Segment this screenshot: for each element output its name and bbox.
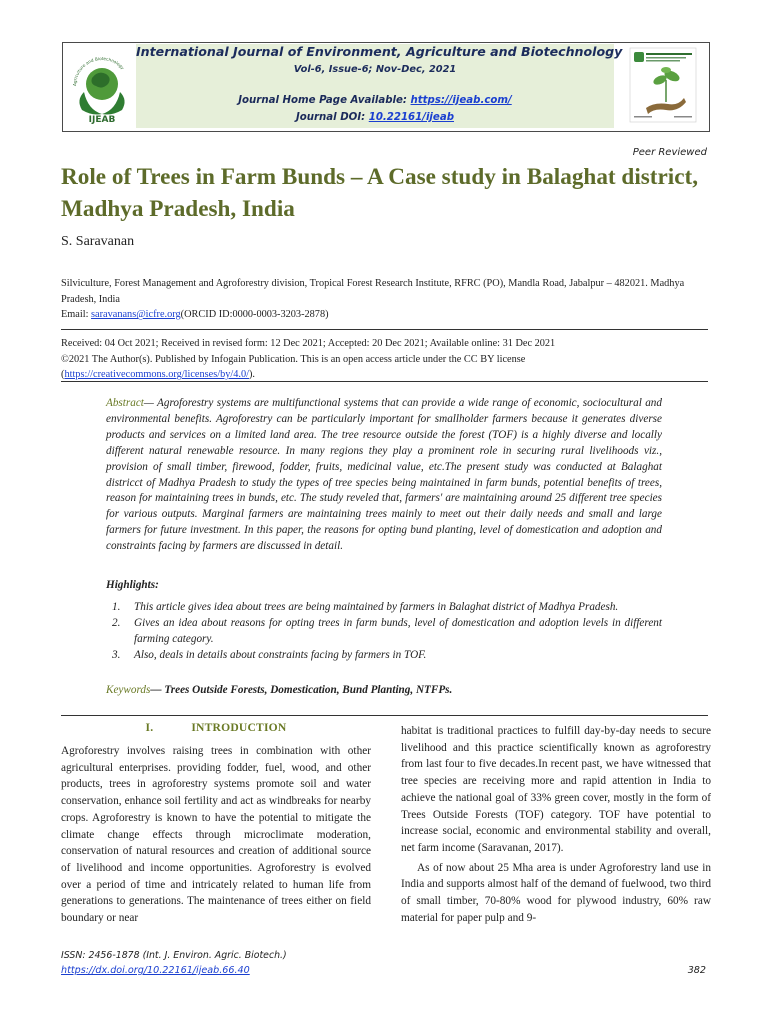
section-title: INTRODUCTION xyxy=(191,721,287,734)
highlight-item xyxy=(106,648,662,664)
copyright-line: ©2021 The Author(s). Published by Infogain Publication. This is an open access article under the CC BY license xyxy=(61,353,526,365)
highlight-text: Also, deals in details about constraints facing by farmers in TOF. xyxy=(134,648,427,661)
journal-home-link[interactable]: https://ijeab.com/ xyxy=(410,95,512,106)
journal-doi-label: Journal DOI: xyxy=(295,112,369,123)
highlights-heading: Highlights: xyxy=(106,579,159,591)
abstract-label: Abstract xyxy=(106,397,144,409)
article-title: Role of Trees in Farm Bunds – A Case study in Balaghat district, Madhya Pradesh, India xyxy=(61,164,699,222)
license-open: ( xyxy=(61,369,65,381)
highlight-number: 1. xyxy=(112,601,121,613)
footer-issn: ISSN: 2456-1878 (Int. J. Environ. Agric. Biotech.) xyxy=(61,950,287,961)
highlight-item xyxy=(106,600,662,616)
body-column-right xyxy=(401,723,711,926)
section-heading xyxy=(61,721,371,734)
highlight-number: 3. xyxy=(112,648,121,661)
intro-paragraph: habitat is traditional practices to fulfill day-by-day needs to secure livelihood and this practice scientifically known as agroforestry from last four to five decades.In recent past, we have witnessed that tree species are receiving more and rapid attention in India to achieve the national goal of 33% green cover, mostly in the form of Trees Outside Forests (TOF) category. TOF have potential to increase social, economic and environmental stability and overall, net farm income (Saravanan, 2017). xyxy=(401,725,711,854)
highlights-list xyxy=(106,600,662,664)
intro-paragraph: As of now about 25 Mha area is under Agroforestry land use in India and supports almost half of the demand of fuelwood, two third of small timber, 70-80% wood for plywood industry, 60% raw material for paper pulp and 9- xyxy=(401,861,711,924)
license-link[interactable]: https://creativecommons.org/licenses/by/4.0/ xyxy=(64,369,249,381)
highlight-item xyxy=(106,616,662,648)
keywords-label: Keywords xyxy=(106,684,151,696)
logo-arc-text: Agriculture and Biotechnology xyxy=(71,55,126,87)
divider-bottom xyxy=(61,715,708,716)
journal-home-line xyxy=(136,95,614,106)
journal-doi-line xyxy=(136,112,614,123)
journal-volume: Vol-6, Issue-6; Nov-Dec, 2021 xyxy=(293,64,457,75)
highlight-number: 2. xyxy=(112,616,121,629)
page-number: 382 xyxy=(687,965,706,976)
article-dates-block xyxy=(61,336,721,383)
abstract-paragraph xyxy=(106,396,662,555)
divider-top xyxy=(61,329,708,330)
author-affiliation-block xyxy=(61,276,713,323)
author-orcid: (ORCID ID:0000-0003-3203-2878) xyxy=(180,309,329,321)
divider-middle xyxy=(61,381,708,382)
journal-logo-icon xyxy=(66,44,138,126)
journal-cover-thumbnail-icon xyxy=(626,46,700,124)
abstract-dash: — xyxy=(143,397,158,409)
highlight-text: Gives an idea about reasons for opting trees in farm bunds, level of domestication and adoption levels in different farming category. xyxy=(134,616,662,645)
intro-paragraph: Agroforestry involves raising trees in combination with other agricultural enterprises. providing fodder, fuel, wood, and other products, trees in agroforestry systems promote soil and water conservation, enhance soil fertility and act as windbreaks for nearby crops. Agroforestry is known to have the potential to mitigate the climate change effects through microclimate moderation, conservation of natural resources and creation of additional source of livelihood and income opportunities. Agroforestry is evolved over a period of time and intricately related to human life from generations to generations. The maintenance of trees either on field boundary or near xyxy=(61,745,371,925)
abstract-text: Agroforestry systems are multifunctional systems that can provide a wide range of economic, sociocultural and environmental benefits. Agroforestry can be particularly important for smallholder farmers because it generates diverse products and services on a limited land area. The tree resource outside the forest (TOF) is a highly diverse and locally different natural renewable resource. In many regions they play a prominent role in securing rural livelihoods viz., provision of small timber, firewood, fodder, fruits, medicinal value, etc.The present study was conducted at Balaghat districct of Madhya Pradesh to study the types of tree species being maintained in farm bunds, potential benefits of trees, reason for maintaining trees in bunds, etc. The study reveled that, farmers' are maintaining around 25 different tree species for various outputs. Marginal farmers are maintaining trees mainly to meet out their daily needs and small and large farmers for future investment. In this paper, the reasons for opting bund planting, level of domestication and adoption and constraints facing by farmers are discussed in detail. xyxy=(106,397,662,553)
author-affiliation: Silviculture, Forest Management and Agroforestry division, Tropical Forest Research Institute, RFRC (PO), Mandla Road, Jabalpur – 482021. Madhya Pradesh, India xyxy=(61,278,685,305)
article-dates: Received: 04 Oct 2021; Received in revised form: 12 Dec 2021; Accepted: 20 Dec 2021; Available online: 31 Dec 2021 xyxy=(61,338,556,349)
author-email-link[interactable]: saravanans@icfre.org xyxy=(91,309,181,321)
body-column-left xyxy=(61,743,371,927)
section-number: I. xyxy=(145,721,154,734)
email-label: Email: xyxy=(61,309,92,321)
journal-doi-link[interactable]: 10.22161/ijeab xyxy=(368,112,455,123)
highlight-text: This article gives idea about trees are being maintained by farmers in Balaghat district of Madhya Pradesh. xyxy=(134,601,619,613)
license-close: ). xyxy=(249,369,256,381)
journal-name: International Journal of Environment, Agriculture and Biotechnology xyxy=(136,44,623,59)
keywords-line xyxy=(106,684,452,696)
footer-doi-link[interactable]: https://dx.doi.org/10.22161/ijeab.66.40 xyxy=(61,965,250,976)
author-email-line xyxy=(61,307,713,323)
logo-acronym: IJEAB xyxy=(88,115,116,125)
peer-reviewed-label: Peer Reviewed xyxy=(632,147,707,158)
article-author: S. Saravanan xyxy=(61,234,135,249)
journal-home-label: Journal Home Page Available: xyxy=(238,95,411,106)
keywords-list: — Trees Outside Forests, Domestication, Bund Planting, NTFPs. xyxy=(150,684,453,696)
